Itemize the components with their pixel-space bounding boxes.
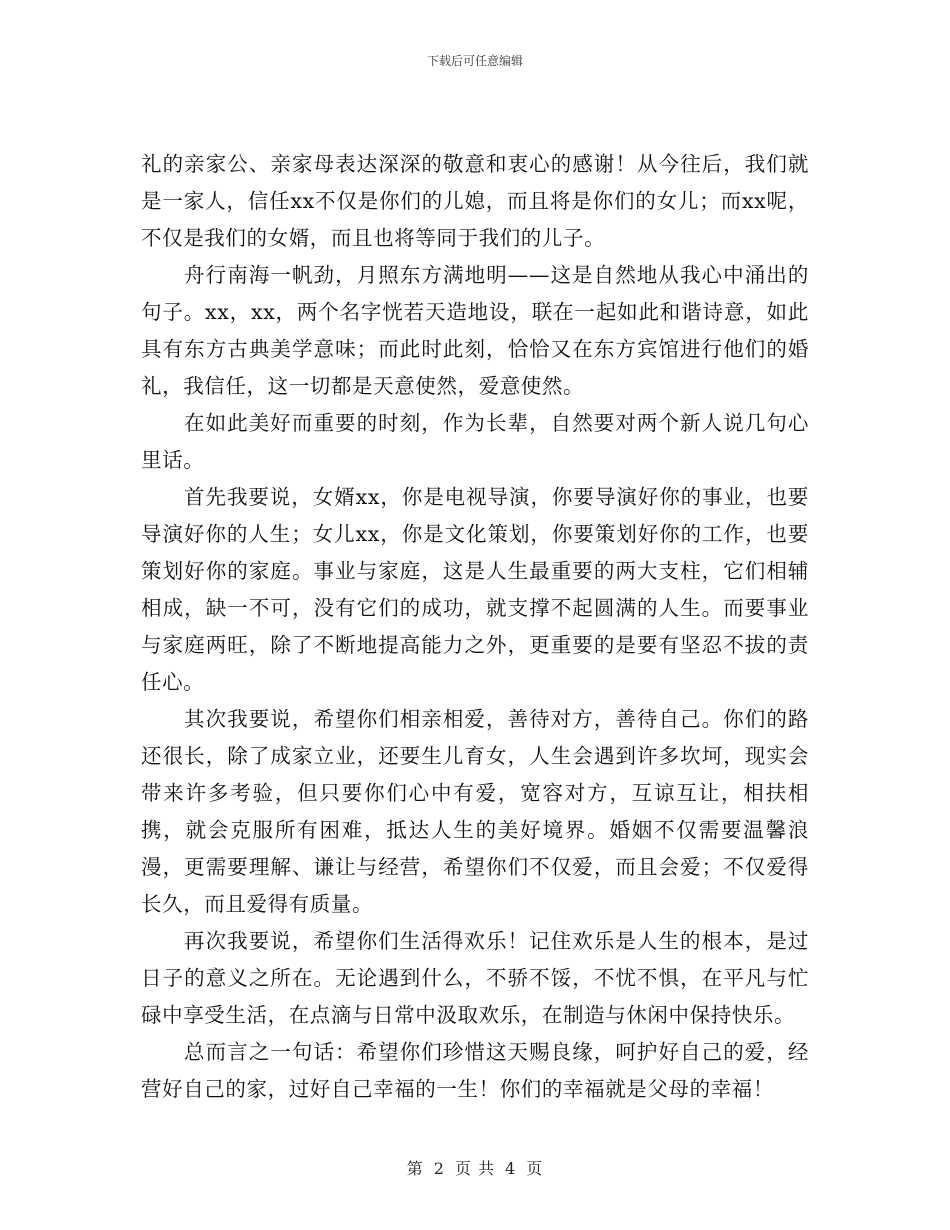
paragraph-1: 礼的亲家公、亲家母表达深深的敬意和衷心的感谢！从今往后，我们就是一家人，信任xx不仅是你们的儿媳，而且将是你们的女儿；而xx呢，不仅是我们的女婿，而且也将等同于我们的儿子。 xyxy=(141,152,809,250)
document-body xyxy=(141,146,809,1108)
paragraph-5: 其次我要说，希望你们相亲相爱，善待对方，善待自己。你们的路还很长，除了成家立业，还要生儿育女，人生会遇到许多坎坷，现实会带来许多考验，但只要你们心中有爱，宽容对方，互谅互让，相扶相携，就会克服所有困难，抵达人生的美好境界。婚姻不仅需要温馨浪漫，更需要理解、谦让与经营，希望你们不仅爱，而且会爱；不仅爱得长久，而且爱得有质量。 xyxy=(141,707,809,916)
paragraph-4: 首先我要说，女婿xx，你是电视导演，你要导演好你的事业，也要导演好你的人生；女儿xx，你是文化策划，你要策划好你的工作，也要策划好你的家庭。事业与家庭，这是人生最重要的两大支柱，它们相辅相成，缺一不可，没有它们的成功，就支撑不起圆满的人生。而要事业与家庭两旺，除了不断地提高能力之外，更重要的是要有坚忍不拔的责任心。 xyxy=(141,485,809,694)
page-header-note: 下载后可任意编辑 xyxy=(426,54,523,68)
paragraph-2: 舟行南海一帆劲，月照东方满地明——这是自然地从我心中涌出的句子。xx，xx，两个名字恍若天造地设，联在一起如此和谐诗意，如此具有东方古典美学意味；而此时此刻，恰恰又在东方宾馆进行他们的婚礼，我信任，这一切都是天意使然，爱意使然。 xyxy=(141,263,809,398)
current-page-number: 2 xyxy=(433,1159,445,1178)
page-label-suffix: 页 xyxy=(526,1159,544,1178)
paragraph-6: 再次我要说，希望你们生活得欢乐！记住欢乐是人生的根本，是过日子的意义之所在。无论遇到什么，不骄不馁，不忧不惧，在平凡与忙碌中享受生活，在点滴与日常中汲取欢乐，在制造与休闲中保持快乐。 xyxy=(141,929,809,1027)
page-footer xyxy=(0,1156,950,1179)
paragraph-7: 总而言之一句话：希望你们珍惜这天赐良缘，呵护好自己的爱，经营好自己的家，过好自己幸福的一生！你们的幸福就是父母的幸福！ xyxy=(141,1040,809,1101)
total-pages-number: 4 xyxy=(505,1159,517,1178)
page-label-mid: 页 共 xyxy=(454,1159,496,1178)
paragraph-3: 在如此美好而重要的时刻，作为长辈，自然要对两个新人说几句心里话。 xyxy=(141,411,809,472)
page-label-prefix: 第 xyxy=(406,1159,424,1178)
